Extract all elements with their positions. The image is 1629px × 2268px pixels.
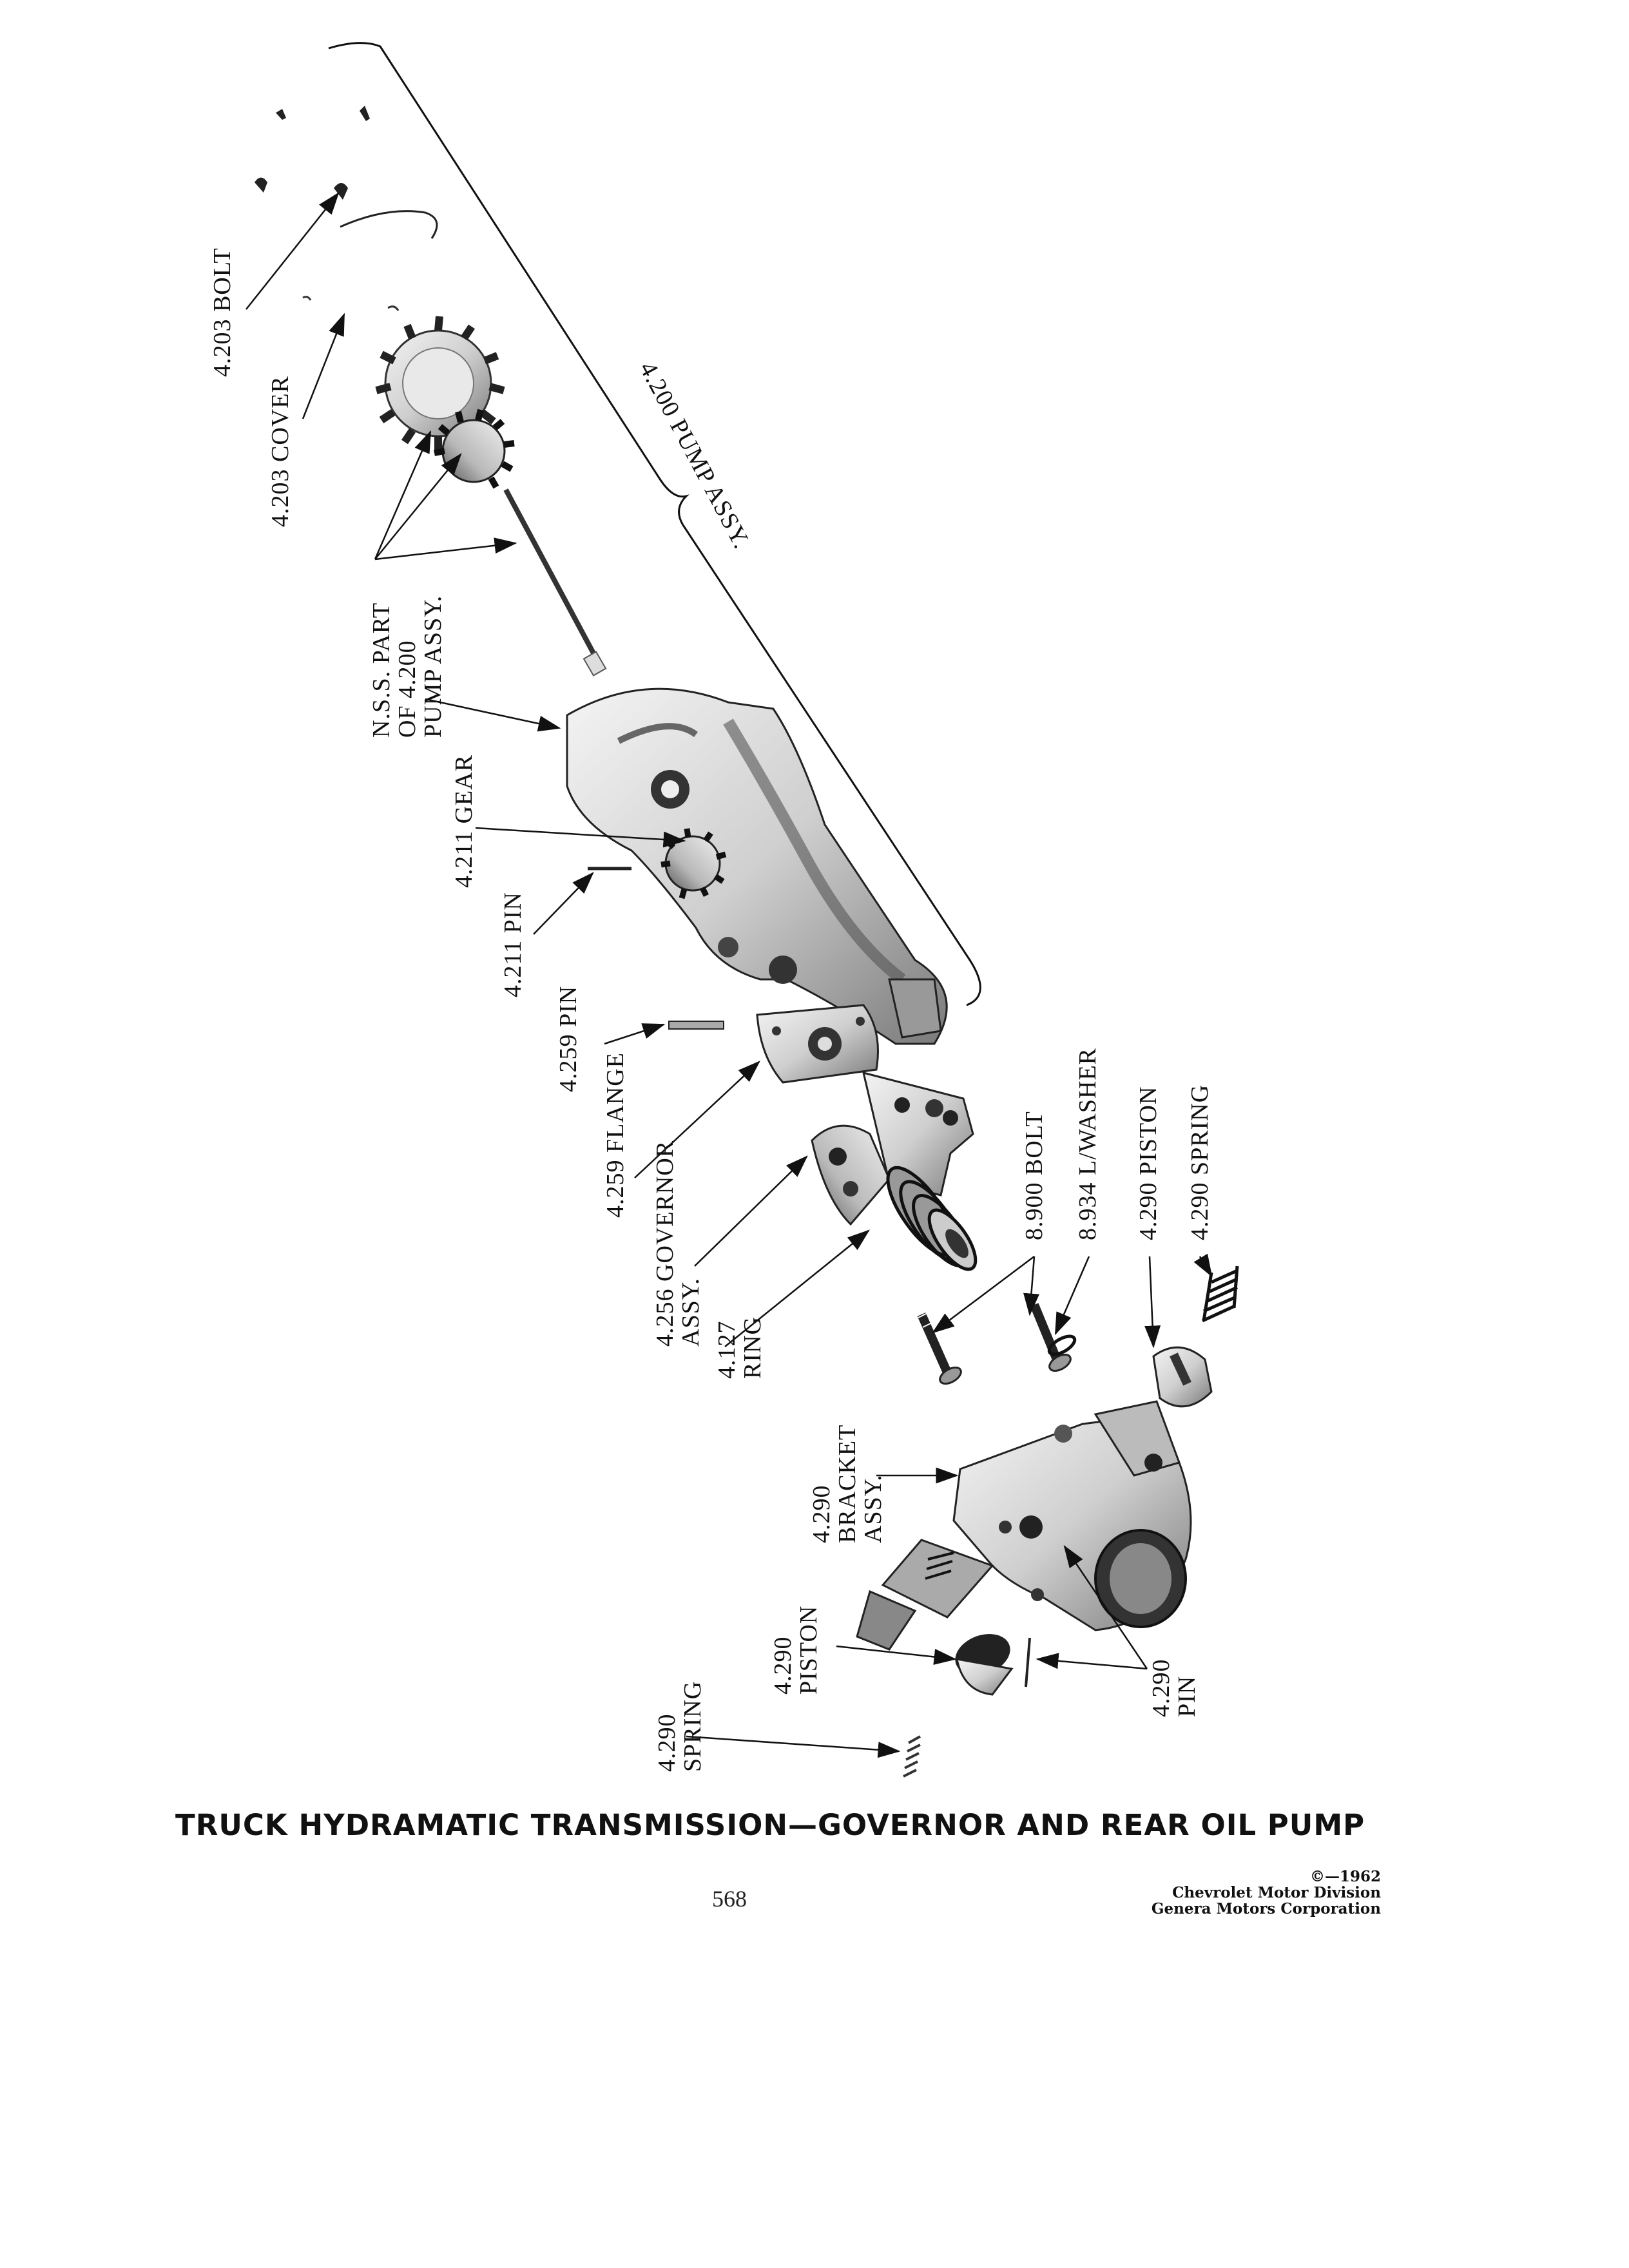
label-4259-pin: 4.259 PIN	[555, 985, 582, 1092]
piston-4290-top-part	[1153, 1347, 1211, 1407]
nss-line-3: PUMP ASSY.	[419, 595, 447, 738]
label-4127-ring	[714, 1316, 766, 1379]
piston-bottom-line-1: 4.290	[769, 1636, 796, 1695]
page-title: TRUCK HYDRAMATIC TRANSMISSION—GOVERNOR AND REAR OIL PUMP	[175, 1808, 1365, 1842]
label-nss-part	[369, 595, 446, 738]
bolt-8900-right-part	[1034, 1305, 1074, 1374]
shaft-part	[506, 490, 602, 670]
label-4290-spring-bottom	[654, 1681, 706, 1772]
bracket-4290-part	[857, 1401, 1191, 1649]
pin-line-2: PIN	[1173, 1675, 1200, 1717]
label-4290-spring-top: 4.290 SPRING	[1186, 1084, 1213, 1240]
label-4290-pin	[1148, 1659, 1200, 1718]
copyright-line-1: ©—1962	[1309, 1868, 1381, 1885]
piston-bottom-line-2: PISTON	[795, 1605, 822, 1695]
ring-line-2: RING	[739, 1316, 766, 1379]
nss-line-1: N.S.S. PART	[368, 602, 395, 738]
label-8900-bolt: 8.900 BOLT	[1021, 1111, 1048, 1240]
copyright-block	[1152, 1869, 1381, 1917]
bracket-line-3: ASSY.	[860, 1474, 887, 1543]
spring-bottom-line-1: 4.290	[653, 1713, 680, 1772]
ring-line-1: 4.127	[713, 1320, 740, 1379]
cover-4203-part	[340, 211, 437, 238]
copyright-line-2: Chevrolet Motor Division	[1172, 1884, 1381, 1901]
label-4211-gear: 4.211 GEAR	[450, 754, 477, 888]
page-number: 568	[712, 1886, 747, 1912]
label-4200-pump-assy: 4.200 PUMP ASSY.	[633, 357, 756, 553]
governor-line-1: 4.256 GOVERNOR	[651, 1140, 679, 1347]
pin-4290-part	[1026, 1638, 1030, 1687]
label-4259-flange: 4.259 FLANGE	[602, 1052, 629, 1218]
piston-4290-bottom-part	[949, 1627, 1016, 1695]
flange-4259-part	[757, 1005, 878, 1082]
copyright-line-3: Genera Motors Corporation	[1151, 1900, 1381, 1917]
label-4290-bracket	[809, 1425, 886, 1543]
nss-line-2: OF 4.200	[394, 640, 421, 738]
label-4290-piston-bottom	[770, 1606, 822, 1695]
spring-bottom-line-2: SPRING	[679, 1680, 706, 1772]
spring-4290-bottom-part	[903, 1736, 920, 1776]
label-4256-governor	[652, 1140, 704, 1347]
label-4290-piston-top: 4.290 PISTON	[1135, 1086, 1162, 1240]
bracket-line-1: 4.290	[808, 1485, 835, 1543]
label-4203-bolt: 4.203 BOLT	[209, 247, 236, 377]
bracket-line-2: BRACKET	[834, 1424, 861, 1543]
governor-line-2: ASSY.	[677, 1278, 704, 1347]
pin-line-1: 4.290	[1148, 1658, 1175, 1717]
pin-4259-part	[669, 1021, 724, 1029]
governor-4256-part	[812, 1073, 984, 1276]
bolts-4203-parts	[255, 106, 370, 200]
spring-4290-top-part	[1202, 1266, 1237, 1321]
label-8934-lwasher: 8.934 L/WASHER	[1074, 1048, 1101, 1240]
label-4211-pin: 4.211 PIN	[499, 892, 526, 997]
pump-body-part	[567, 689, 947, 1044]
label-4203-cover: 4.203 COVER	[267, 376, 294, 527]
